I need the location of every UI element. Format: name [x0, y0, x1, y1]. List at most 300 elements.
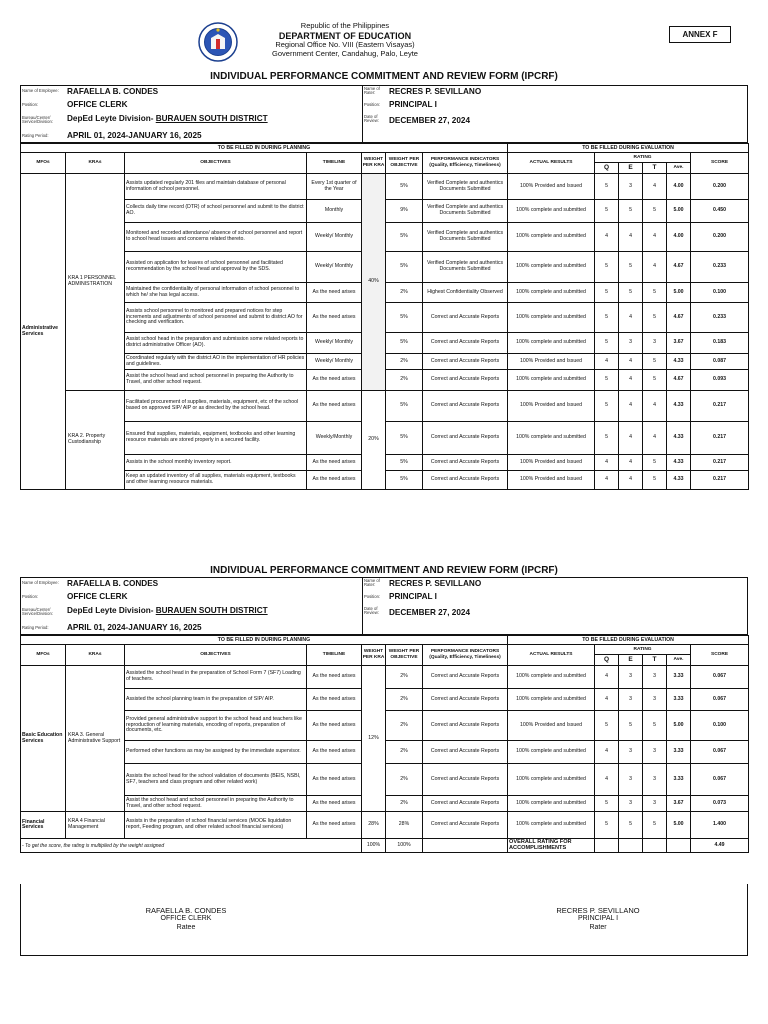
- blank-cell: [619, 839, 643, 853]
- rating-q-cell: 5: [595, 200, 619, 223]
- timeline-cell: As the need arises: [307, 741, 362, 764]
- weight-objective-cell: 5%: [386, 303, 423, 333]
- col-ave: Ave.: [667, 163, 691, 174]
- employee-label: Name of Employee:: [22, 580, 59, 585]
- department-line: DEPARTMENT OF EDUCATION: [278, 30, 412, 41]
- division: DepEd Leyte Division- BURAUEN SOUTH DISTRICT: [67, 114, 268, 123]
- objective-cell: Assists school personnel to monitored and prepared notices for step increments and adjustments of school personnel and submit to district AO for checking and verification.: [125, 303, 307, 333]
- indicator-cell: Correct and Accurate Reports: [423, 666, 508, 689]
- rating-q-cell: 4: [595, 666, 619, 689]
- score-cell: 0.073: [691, 796, 749, 812]
- rating-e-cell: 5: [619, 812, 643, 839]
- table-row: [21, 455, 749, 471]
- rating-ave-cell: 4.33: [667, 391, 691, 422]
- rater-name: RECRES P. SEVILLANO: [389, 87, 482, 96]
- weight-objective-cell: 2%: [386, 764, 423, 796]
- letterhead-text: [250, 22, 440, 58]
- rating-t-cell: 5: [643, 283, 667, 303]
- col-score: SCORE: [691, 153, 749, 174]
- timeline-cell: As the need arises: [307, 455, 362, 471]
- col-ave: Ave.: [667, 655, 691, 666]
- indicator-cell: Verified Complete and authentics Documents Submitted: [423, 223, 508, 252]
- rating-ave-cell: 5.00: [667, 812, 691, 839]
- totals-row: [21, 839, 749, 853]
- indicator-cell: Verified Complete and authentics Documents Submitted: [423, 200, 508, 223]
- rating-ave-cell: 5.00: [667, 200, 691, 223]
- objective-cell: Assisted the school head in the preparation of School Form 7 (SF7) Loading of teachers.: [125, 666, 307, 689]
- evaluation-band: TO BE FILLED DURING EVALUATION: [508, 636, 749, 645]
- review-date-label: Date of Review:: [364, 606, 379, 616]
- objective-cell: Facilitated procurement of supplies, materials, equipment, etc of the school based on approved SIP/ AIP or as directed by the school head.: [125, 391, 307, 422]
- actual-result-cell: 100% complete and submitted: [508, 333, 595, 354]
- rating-e-cell: 3: [619, 689, 643, 711]
- indicator-cell: Correct and Accurate Reports: [423, 455, 508, 471]
- rating-ave-cell: 4.33: [667, 455, 691, 471]
- kra3-weight-cell: 12%: [362, 666, 386, 812]
- rating-t-cell: 5: [643, 354, 667, 370]
- actual-result-cell: 100% Provided and Issued: [508, 455, 595, 471]
- rating-t-cell: 4: [643, 174, 667, 200]
- score-cell: 0.233: [691, 252, 749, 283]
- timeline-cell: Weekly/ Monthly: [307, 252, 362, 283]
- score-cell: 0.217: [691, 471, 749, 490]
- table-row: [21, 391, 749, 422]
- rating-t-cell: 5: [643, 200, 667, 223]
- rater-role: Rater: [589, 924, 607, 932]
- form-title: INDIVIDUAL PERFORMANCE COMMITMENT AND REVIEW FORM (IPCRF): [210, 71, 558, 82]
- table-row: [21, 370, 749, 391]
- weight-objective-cell: 2%: [386, 354, 423, 370]
- planning-band: TO BE FILLED IN DURING PLANNING: [21, 144, 508, 153]
- col-e: E: [619, 163, 643, 174]
- objective-cell: Assisted on application for leaves of school personnel and facilitated recommendation by the school head and approval by the SDS.: [125, 252, 307, 283]
- weight-objective-cell: 5%: [386, 333, 423, 354]
- rating-q-cell: 5: [595, 283, 619, 303]
- indicator-cell: Verified Complete and authentics Documents Submitted: [423, 252, 508, 283]
- col-t: T: [643, 655, 667, 666]
- kra-personnel-administration: KRA 1 PERSONNEL ADMINISTRATION: [66, 174, 125, 391]
- blank-cell: [643, 839, 667, 853]
- rater-label: Name of Rater:: [364, 578, 380, 588]
- form-title-page2: INDIVIDUAL PERFORMANCE COMMITMENT AND REVIEW FORM (IPCRF): [210, 565, 558, 576]
- objective-cell: Assists in the school monthly inventory report.: [125, 455, 307, 471]
- rating-t-cell: 5: [643, 455, 667, 471]
- rating-e-cell: 4: [619, 303, 643, 333]
- rating-ave-cell: 5.00: [667, 711, 691, 741]
- col-objectives: OBJECTIVES: [125, 645, 307, 666]
- weight-objective-cell: 2%: [386, 689, 423, 711]
- col-weight-kra: WEIGHT PER KRA: [362, 645, 386, 666]
- rater-label: Name of Rater:: [364, 86, 380, 96]
- objective-cell: Assists the school head for the school validation of documents (BEIS, NSBI, SF7, teachers and class program and other related work): [125, 764, 307, 796]
- weight-objective-cell: 2%: [386, 796, 423, 812]
- rating-e-cell: 5: [619, 200, 643, 223]
- timeline-cell: Weekly/ Monthly: [307, 223, 362, 252]
- objective-cell: Performed other functions as may be assigned by the immediate supervisor.: [125, 741, 307, 764]
- indicator-cell: Correct and Accurate Reports: [423, 370, 508, 391]
- table-row: [21, 174, 749, 200]
- indicator-cell: Correct and Accurate Reports: [423, 796, 508, 812]
- rating-t-cell: 4: [643, 422, 667, 455]
- actual-result-cell: 100% Provided and Issued: [508, 471, 595, 490]
- score-cell: 1.400: [691, 812, 749, 839]
- rating-q-cell: 5: [595, 391, 619, 422]
- rating-q-cell: 5: [595, 333, 619, 354]
- score-cell: 0.100: [691, 711, 749, 741]
- indicator-cell: Correct and Accurate Reports: [423, 689, 508, 711]
- timeline-cell: As the need arises: [307, 764, 362, 796]
- rating-ave-cell: 3.67: [667, 796, 691, 812]
- timeline-cell: As the need arises: [307, 283, 362, 303]
- rater-position-label: Position:: [364, 102, 381, 107]
- weight-objective-cell: 5%: [386, 422, 423, 455]
- objective-cell: Assists updated regularly 201 files and maintain database of personal information of school personnel.: [125, 174, 307, 200]
- weight-objective-cell: 5%: [386, 252, 423, 283]
- table-row: [21, 283, 749, 303]
- rating-period: APRIL 01, 2024-JANUARY 16, 2025: [67, 131, 202, 140]
- rating-q-cell: 5: [595, 796, 619, 812]
- rating-ave-cell: 4.00: [667, 174, 691, 200]
- weight-objective-cell: 2%: [386, 741, 423, 764]
- review-date: DECEMBER 27, 2024: [389, 116, 470, 125]
- score-cell: 0.067: [691, 741, 749, 764]
- kra4-weight-cell: 28%: [362, 812, 386, 839]
- table-row: [21, 471, 749, 490]
- table-row: [21, 796, 749, 812]
- position-label: Position:: [22, 102, 39, 107]
- rating-e-cell: 3: [619, 796, 643, 812]
- indicator-cell: Correct and Accurate Reports: [423, 812, 508, 839]
- table-row: [21, 223, 749, 252]
- rating-e-cell: 5: [619, 711, 643, 741]
- actual-result-cell: 100% complete and submitted: [508, 223, 595, 252]
- col-q: Q: [595, 163, 619, 174]
- timeline-cell: As the need arises: [307, 391, 362, 422]
- employee-position: OFFICE CLERK: [67, 100, 128, 109]
- objective-cell: Ensured that supplies, materials, equipment, textbooks and other learning resource materials are stored properly in a secured facility.: [125, 422, 307, 455]
- col-timeline: TIMELINE: [307, 153, 362, 174]
- rating-e-cell: 4: [619, 422, 643, 455]
- annex-label: ANNEX F: [669, 26, 731, 43]
- total-weight-kra: 100%: [362, 839, 386, 853]
- timeline-cell: Every 1st quarter of the Year: [307, 174, 362, 200]
- employee-info-box-page2: [20, 577, 748, 635]
- rater-name: RECRES P. SEVILLANO: [389, 579, 482, 588]
- period-label: Rating Period:: [22, 133, 49, 138]
- rating-t-cell: 5: [643, 303, 667, 333]
- col-score: SCORE: [691, 645, 749, 666]
- rater-position: PRINCIPAL I: [389, 592, 437, 601]
- rater-position: PRINCIPAL I: [389, 100, 437, 109]
- bureau-label: Bureau/Center/ Service/Division:: [22, 607, 53, 617]
- rating-e-cell: 4: [619, 391, 643, 422]
- col-mfos: MFOs: [21, 153, 66, 174]
- ipcrf-table-page2: [20, 635, 749, 853]
- blank-cell: [667, 839, 691, 853]
- rating-e-cell: 3: [619, 764, 643, 796]
- planning-band: TO BE FILLED IN DURING PLANNING: [21, 636, 508, 645]
- actual-result-cell: 100% complete and submitted: [508, 283, 595, 303]
- mfo-basic-education-services: Basic Education Services: [21, 666, 66, 812]
- timeline-cell: As the need arises: [307, 370, 362, 391]
- position-label: Position:: [22, 594, 39, 599]
- rating-t-cell: 3: [643, 764, 667, 796]
- weight-objective-cell: 2%: [386, 711, 423, 741]
- indicator-cell: Correct and Accurate Reports: [423, 711, 508, 741]
- col-weight-objective: WEIGHT PER OBJECTIVE: [386, 153, 423, 174]
- table-row: [21, 812, 749, 839]
- score-cell: 0.067: [691, 764, 749, 796]
- rating-e-cell: 4: [619, 354, 643, 370]
- actual-result-cell: 100% complete and submitted: [508, 689, 595, 711]
- rating-t-cell: 4: [643, 391, 667, 422]
- rating-t-cell: 5: [643, 812, 667, 839]
- objective-cell: Maintained the confidentiality of personal information of school personnel to which he/ she has legal access.: [125, 283, 307, 303]
- score-cell: 0.067: [691, 689, 749, 711]
- col-weight-kra: WEIGHT PER KRA: [362, 153, 386, 174]
- rating-e-cell: 3: [619, 741, 643, 764]
- table-row: [21, 422, 749, 455]
- table-row: [21, 303, 749, 333]
- rating-e-cell: 4: [619, 471, 643, 490]
- mfo-administrative-services: Administrative Services: [21, 174, 66, 490]
- objective-cell: Assist the school head and school personnel in preparing the Authority to Travel, and other school request.: [125, 796, 307, 812]
- actual-result-cell: 100% complete and submitted: [508, 252, 595, 283]
- score-cell: 0.087: [691, 354, 749, 370]
- actual-result-cell: 100% complete and submitted: [508, 812, 595, 839]
- rating-period: APRIL 01, 2024-JANUARY 16, 2025: [67, 623, 202, 632]
- rating-t-cell: 4: [643, 223, 667, 252]
- score-cell: 0.217: [691, 455, 749, 471]
- rating-e-cell: 5: [619, 283, 643, 303]
- timeline-cell: As the need arises: [307, 689, 362, 711]
- rating-q-cell: 5: [595, 303, 619, 333]
- table-row: [21, 333, 749, 354]
- col-kras: KRAs: [66, 153, 125, 174]
- rating-ave-cell: 4.33: [667, 354, 691, 370]
- timeline-cell: Weekly/Monthly: [307, 422, 362, 455]
- rating-q-cell: 4: [595, 223, 619, 252]
- rating-t-cell: 4: [643, 252, 667, 283]
- kra-financial-management: KRA 4 Financial Management: [66, 812, 125, 839]
- rating-ave-cell: 5.00: [667, 283, 691, 303]
- review-date: DECEMBER 27, 2024: [389, 608, 470, 617]
- score-cell: 0.233: [691, 303, 749, 333]
- table-row: [21, 252, 749, 283]
- objective-cell: Collects daily time record (DTR) of school personnel and submit to the district AO.: [125, 200, 307, 223]
- rater-signature-name: RECRES P. SEVILLANO: [556, 906, 640, 915]
- timeline-cell: Monthly: [307, 200, 362, 223]
- weight-objective-cell: 5%: [386, 391, 423, 422]
- actual-result-cell: 100% Provided and Issued: [508, 174, 595, 200]
- mfo-financial-services: Financial Services: [21, 812, 66, 839]
- timeline-cell: As the need arises: [307, 812, 362, 839]
- weight-objective-cell: 28%: [386, 812, 423, 839]
- kra-general-administrative-support: KRA 3. General Administrative Support: [66, 666, 125, 812]
- kra-property-custodianship: KRA 2. Property Custodianship: [66, 391, 125, 490]
- indicator-cell: Correct and Accurate Reports: [423, 471, 508, 490]
- region-line: Regional Office No. VIII (Eastern Visayas): [275, 39, 415, 49]
- employee-name: RAFAELLA B. CONDES: [67, 579, 159, 588]
- rating-q-cell: 5: [595, 422, 619, 455]
- kra2-weight-cell: 20%: [362, 391, 386, 490]
- rating-t-cell: 3: [643, 689, 667, 711]
- col-q: Q: [595, 655, 619, 666]
- actual-result-cell: 100% complete and submitted: [508, 200, 595, 223]
- table-row: [21, 741, 749, 764]
- indicator-cell: Correct and Accurate Reports: [423, 333, 508, 354]
- col-mfos: MFOs: [21, 645, 66, 666]
- rating-t-cell: 5: [643, 370, 667, 391]
- review-date-label: Date of Review:: [364, 114, 379, 124]
- score-cell: 0.100: [691, 283, 749, 303]
- rating-t-cell: 5: [643, 711, 667, 741]
- score-cell: 0.217: [691, 422, 749, 455]
- rating-e-cell: 4: [619, 370, 643, 391]
- employee-position: OFFICE CLERK: [67, 592, 128, 601]
- objective-cell: Keep an updated inventory of all supplies, materials equipment, textbooks and other learning resource materials.: [125, 471, 307, 490]
- timeline-cell: Weekly/ Monthly: [307, 333, 362, 354]
- rating-q-cell: 4: [595, 741, 619, 764]
- rating-ave-cell: 3.33: [667, 666, 691, 689]
- rater-signature-position: PRINCIPAL I: [577, 915, 619, 923]
- rating-ave-cell: 3.33: [667, 741, 691, 764]
- weight-objective-cell: 2%: [386, 370, 423, 391]
- indicator-cell: Correct and Accurate Reports: [423, 422, 508, 455]
- table-row: [21, 764, 749, 796]
- rating-ave-cell: 3.67: [667, 333, 691, 354]
- republic-line: Republic of the Philippines: [300, 21, 390, 30]
- col-t: T: [643, 163, 667, 174]
- objective-cell: Provided general administrative support to the school head and teachers like reproduction of learning materials, encoding of reports, preparation of documents, etc.: [125, 711, 307, 741]
- table-row: [21, 689, 749, 711]
- timeline-cell: Weekly/ Monthly: [307, 354, 362, 370]
- score-cell: 0.200: [691, 174, 749, 200]
- rating-ave-cell: 4.00: [667, 223, 691, 252]
- letterhead: [0, 18, 768, 64]
- bureau-label: Bureau/Center/ Service/Division:: [22, 115, 53, 125]
- indicator-cell: Correct and Accurate Reports: [423, 741, 508, 764]
- ipcrf-table-page1: [20, 143, 749, 490]
- address-line: Government Center, Candahug, Palo, Leyte: [272, 48, 418, 58]
- col-indicators: PERFORMANCE INDICATORS (Quality, Efficiency, Timeliness): [423, 645, 508, 666]
- timeline-cell: As the need arises: [307, 471, 362, 490]
- kra1-weight-cell: 40%: [362, 174, 386, 391]
- rating-ave-cell: 4.33: [667, 422, 691, 455]
- blank-cell: [423, 839, 508, 853]
- weight-objective-cell: 2%: [386, 666, 423, 689]
- actual-result-cell: 100% Provided and Issued: [508, 354, 595, 370]
- rating-t-cell: 3: [643, 796, 667, 812]
- rating-ave-cell: 4.67: [667, 370, 691, 391]
- rating-q-cell: 5: [595, 174, 619, 200]
- rating-q-cell: 5: [595, 252, 619, 283]
- score-cell: 0.067: [691, 666, 749, 689]
- score-cell: 0.093: [691, 370, 749, 391]
- actual-result-cell: 100% complete and submitted: [508, 666, 595, 689]
- rating-t-cell: 3: [643, 333, 667, 354]
- objective-cell: Assists in the preparation of school financial services (MOOE liquidation report, Feeding program, and other related school financial services): [125, 812, 307, 839]
- rating-t-cell: 5: [643, 471, 667, 490]
- col-objectives: OBJECTIVES: [125, 153, 307, 174]
- col-actual-results: ACTUAL RESULTS: [508, 645, 595, 666]
- rating-ave-cell: 4.67: [667, 303, 691, 333]
- indicator-cell: Verified Complete and authentics Documents Submitted: [423, 174, 508, 200]
- rater-signature: [498, 906, 698, 933]
- timeline-cell: As the need arises: [307, 666, 362, 689]
- indicator-cell: Correct and Accurate Reports: [423, 764, 508, 796]
- table-row: [21, 354, 749, 370]
- weight-objective-cell: 5%: [386, 174, 423, 200]
- actual-result-cell: 100% Provided and Issued: [508, 711, 595, 741]
- table-row: [21, 666, 749, 689]
- actual-result-cell: 100% complete and submitted: [508, 764, 595, 796]
- timeline-cell: As the need arises: [307, 303, 362, 333]
- employee-info-box: [20, 85, 748, 143]
- actual-result-cell: 100% complete and submitted: [508, 796, 595, 812]
- rating-ave-cell: 4.67: [667, 252, 691, 283]
- overall-rating-label: OVERALL RATING FOR ACCOMPLISHMENTS: [508, 839, 595, 853]
- indicator-cell: Correct and Accurate Reports: [423, 303, 508, 333]
- objective-cell: Assist school head in the preparation and submission some related reports to district administrative Officer (AO).: [125, 333, 307, 354]
- rating-e-cell: 3: [619, 666, 643, 689]
- rater-position-label: Position:: [364, 594, 381, 599]
- actual-result-cell: 100% complete and submitted: [508, 741, 595, 764]
- ratee-role: Ratee: [176, 924, 196, 932]
- blank-cell: [595, 839, 619, 853]
- col-kras: KRAs: [66, 645, 125, 666]
- col-e: E: [619, 655, 643, 666]
- rating-ave-cell: 4.33: [667, 471, 691, 490]
- indicator-cell: Correct and Accurate Reports: [423, 391, 508, 422]
- total-weight-objective: 100%: [386, 839, 423, 853]
- weight-objective-cell: 2%: [386, 283, 423, 303]
- evaluation-band: TO BE FILLED DURING EVALUATION: [508, 144, 749, 153]
- objective-cell: Coordinated regularly with the district AO in the implementation of HR policies and guidelines.: [125, 354, 307, 370]
- score-cell: 0.183: [691, 333, 749, 354]
- deped-seal-icon: [198, 22, 238, 62]
- ratee-position: OFFICE CLERK: [160, 915, 212, 923]
- rating-e-cell: 4: [619, 455, 643, 471]
- score-cell: 0.200: [691, 223, 749, 252]
- actual-result-cell: 100% complete and submitted: [508, 303, 595, 333]
- score-cell: 0.450: [691, 200, 749, 223]
- col-indicators: PERFORMANCE INDICATORS (Quality, Efficiency, Timeliness): [423, 153, 508, 174]
- indicator-cell: Correct and Accurate Reports: [423, 354, 508, 370]
- timeline-cell: As the need arises: [307, 711, 362, 741]
- rating-q-cell: 4: [595, 354, 619, 370]
- score-cell: 0.217: [691, 391, 749, 422]
- indicator-cell: Highest Confidentiality Observed: [423, 283, 508, 303]
- employee-label: Name of Employee:: [22, 88, 59, 93]
- division: DepEd Leyte Division- BURAUEN SOUTH DISTRICT: [67, 606, 268, 615]
- col-timeline: TIMELINE: [307, 645, 362, 666]
- period-label: Rating Period:: [22, 625, 49, 630]
- col-actual-results: ACTUAL RESULTS: [508, 153, 595, 174]
- weight-objective-cell: 5%: [386, 471, 423, 490]
- actual-result-cell: 100% complete and submitted: [508, 370, 595, 391]
- rating-q-cell: 5: [595, 711, 619, 741]
- weight-objective-cell: 5%: [386, 455, 423, 471]
- employee-name: RAFAELLA B. CONDES: [67, 87, 159, 96]
- rating-q-cell: 4: [595, 689, 619, 711]
- rating-e-cell: 3: [619, 333, 643, 354]
- rating-q-cell: 4: [595, 471, 619, 490]
- timeline-cell: As the need arises: [307, 796, 362, 812]
- ratee-name: RAFAELLA B. CONDES: [145, 906, 227, 915]
- col-weight-objective: WEIGHT PER OBJECTIVE: [386, 645, 423, 666]
- objective-cell: Monitored and recorded attendance/ absence of school personnel and report to school head issues and concerns related thereto.: [125, 223, 307, 252]
